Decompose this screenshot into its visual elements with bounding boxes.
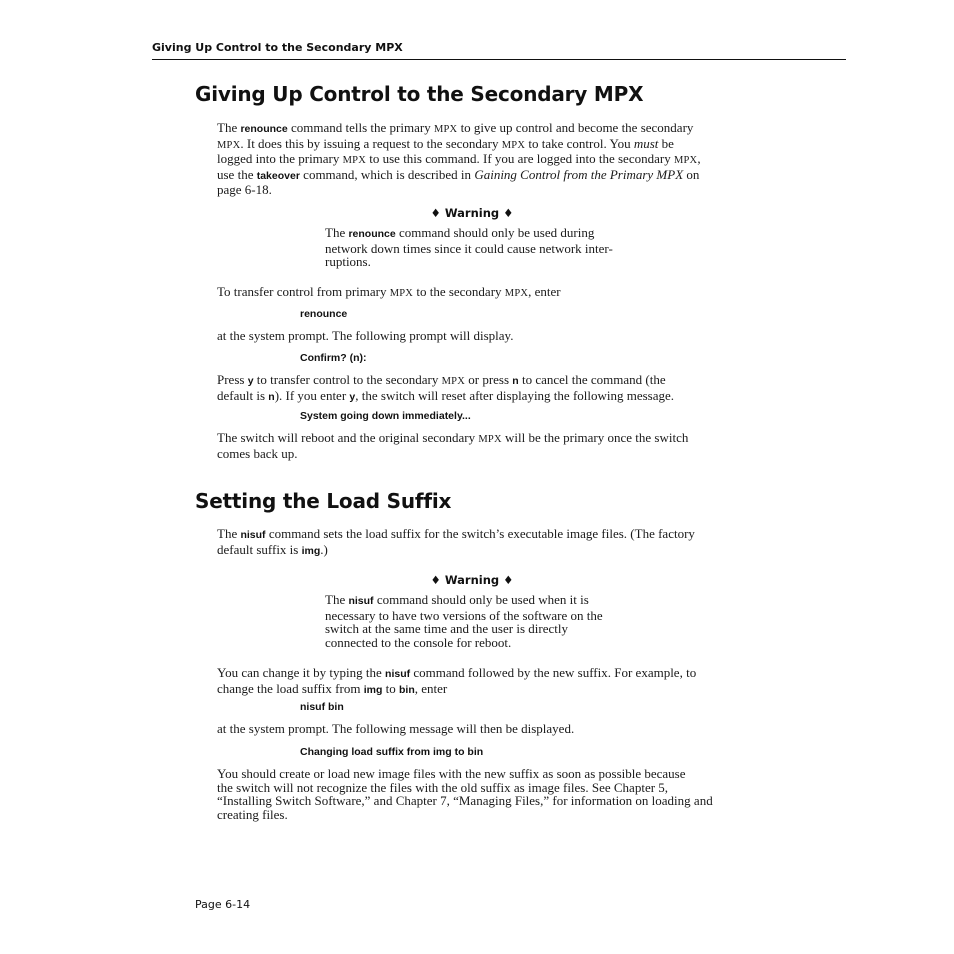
header-rule — [152, 59, 846, 60]
code-system-going-down: System going down immediately... — [300, 410, 471, 422]
paragraph-reboot: The switch will reboot and the original secondary MPX will be the primary once the switch comes back up. — [217, 430, 689, 461]
paragraph-change-suffix: You can change it by typing the nisuf command followed by the new suffix. For example, to change the load suffix from img to bin, enter — [217, 665, 697, 696]
paragraph-prompt: at the system prompt. The following prompt will display. — [217, 328, 514, 343]
section-title-giving-up-control: Giving Up Control to the Secondary MPX — [195, 82, 644, 106]
code-changing-suffix: Changing load suffix from img to bin — [300, 746, 484, 758]
paragraph-press: Press y to transfer control to the secondary MPX or press n to cancel the command (the default is n). If you enter y, the switch will reset after displaying the following message. — [217, 372, 675, 403]
paragraph-transfer: To transfer control from primary MPX to the secondary MPX, enter — [217, 284, 561, 299]
running-head: Giving Up Control to the Secondary MPX — [152, 41, 403, 54]
paragraph-message: at the system prompt. The following message will then be displayed. — [217, 721, 575, 736]
warning-text-renounce: The renounce command should only be used during network down times since it could cause network inter- ruptions. — [325, 225, 613, 269]
cross-reference: Gaining Control from the Primary MPX — [474, 166, 684, 182]
code-confirm-prompt: Confirm? (n): — [300, 352, 367, 364]
code-renounce: renounce — [300, 308, 348, 320]
code-nisuf-bin: nisuf bin — [300, 701, 344, 713]
warning-heading: ♦ Warning ♦ — [430, 206, 514, 220]
paragraph-closing: You should create or load new image files with the new suffix as soon as possible because the switch will not recognize the files with the old suffix as image files. See Chapter 5, “Installing Switch Software,” and Chapter 7, “Managing Files,” for information on loading and creating files. — [217, 766, 713, 822]
command-nisuf: nisuf — [240, 529, 266, 541]
section-title-load-suffix: Setting the Load Suffix — [195, 489, 452, 513]
paragraph-nisuf-intro: The nisuf command sets the load suffix for the switch’s executable image files. (The factory default suffix is img.) — [217, 526, 695, 557]
paragraph-renounce-intro: The renounce command tells the primary MPX to give up control and become the secondary MPX. It does this by issuing a request to the secondary MPX to take control. You must be logged into the primary MPX to use this command. If you are logged into the secondary MPX, use the takeover command, which is described in Gaining Control from the Primary MPX on page 6-18. — [217, 120, 701, 197]
page-number: Page 6-14 — [195, 898, 251, 911]
command-takeover: takeover — [256, 169, 300, 182]
warning-heading: ♦ Warning ♦ — [430, 573, 514, 587]
warning-text-nisuf: The nisuf command should only be used when it is necessary to have two versions of the software on the switch at the same time and the user is directly connected to the console for reboot. — [325, 592, 603, 650]
command-renounce: renounce — [240, 123, 288, 135]
